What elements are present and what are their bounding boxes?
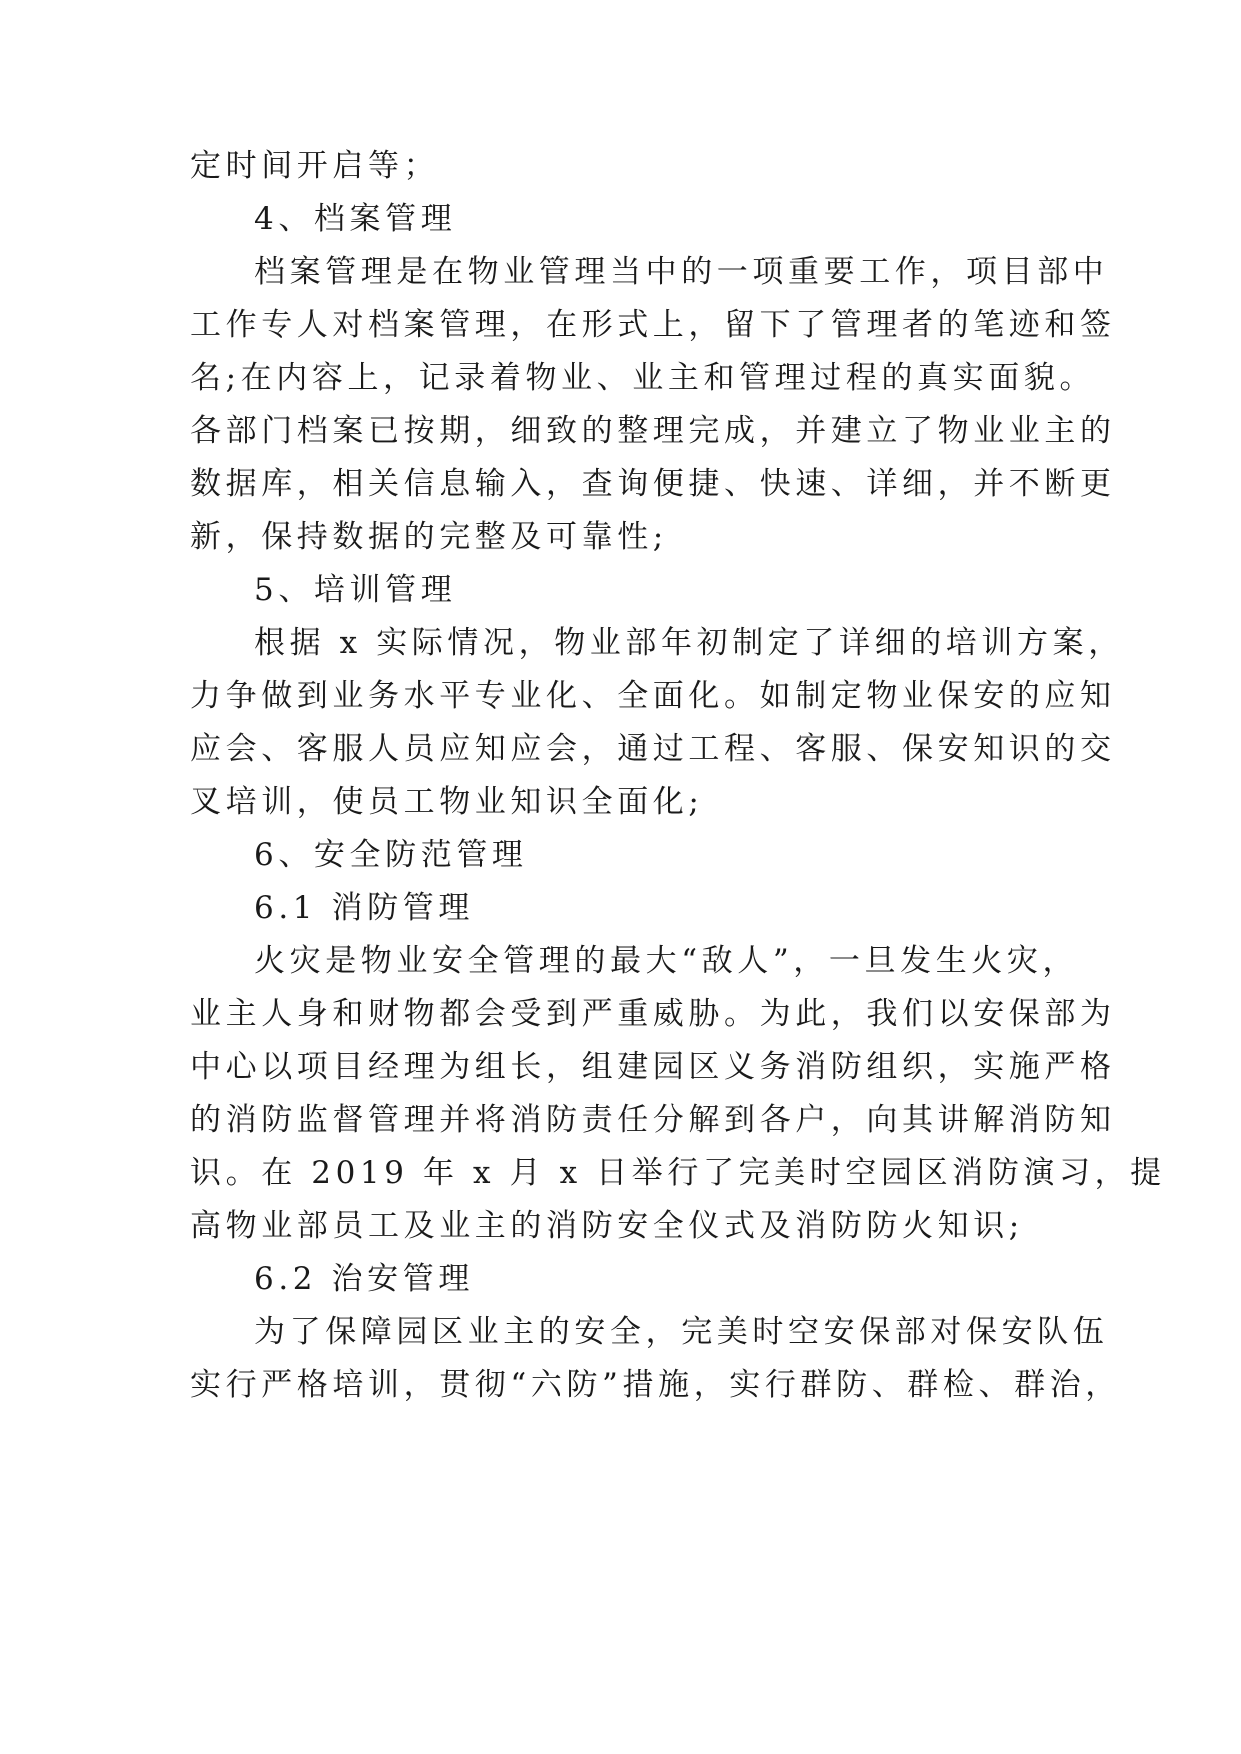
text-line: 火灾是物业安全管理的最大“敌人”，一旦发生火灾， (254, 943, 1079, 979)
section-heading: 5、培训管理 (254, 572, 457, 608)
text-line: 各部门档案已按期，细致的整理完成，并建立了物业业主的 (190, 413, 1116, 449)
section-heading: 4、档案管理 (254, 201, 457, 237)
text-line: 为了保障园区业主的安全，完美时空安保部对保安队伍 (254, 1314, 1109, 1350)
text-line: 应会、客服人员应知应会，通过工程、客服、保安知识的交 (190, 731, 1116, 767)
text-line: 的消防监督管理并将消防责任分解到各户，向其讲解消防知 (190, 1102, 1116, 1138)
text-line: 叉培训，使员工物业知识全面化; (190, 784, 704, 820)
text-line: 业主人身和财物都会受到严重威胁。为此，我们以安保部为 (190, 996, 1116, 1032)
text-line: 力争做到业务水平专业化、全面化。如制定物业保安的应知 (190, 678, 1116, 714)
text-line: 中心以项目经理为组长，组建园区义务消防组织，实施严格 (190, 1049, 1116, 1085)
text-line: 定时间开启等； (190, 148, 440, 184)
text-line: 名;在内容上，记录着物业、业主和管理过程的真实面貌。 (190, 360, 1096, 396)
text-line: 识。在 2019 年 x 月 x 日举行了完美时空园区消防演习，提 (190, 1155, 1166, 1191)
subsection-heading: 6.1 消防管理 (254, 890, 474, 926)
text-line: 根据 x 实际情况，物业部年初制定了详细的培训方案， (254, 625, 1124, 661)
section-heading: 6、安全防范管理 (254, 837, 528, 873)
text-line: 新，保持数据的完整及可靠性; (190, 519, 668, 555)
subsection-heading: 6.2 治安管理 (254, 1261, 474, 1297)
text-line: 工作专人对档案管理，在形式上，留下了管理者的笔迹和签 (190, 307, 1116, 343)
text-line: 数据库，相关信息输入，查询便捷、快速、详细，并不断更 (190, 466, 1116, 502)
text-line: 高物业部员工及业主的消防安全仪式及消防防火知识; (190, 1208, 1024, 1244)
text-line: 实行严格培训，贯彻“六防”措施，实行群防、群检、群治， (190, 1367, 1121, 1403)
text-line: 档案管理是在物业管理当中的一项重要工作，项目部中 (254, 254, 1109, 290)
